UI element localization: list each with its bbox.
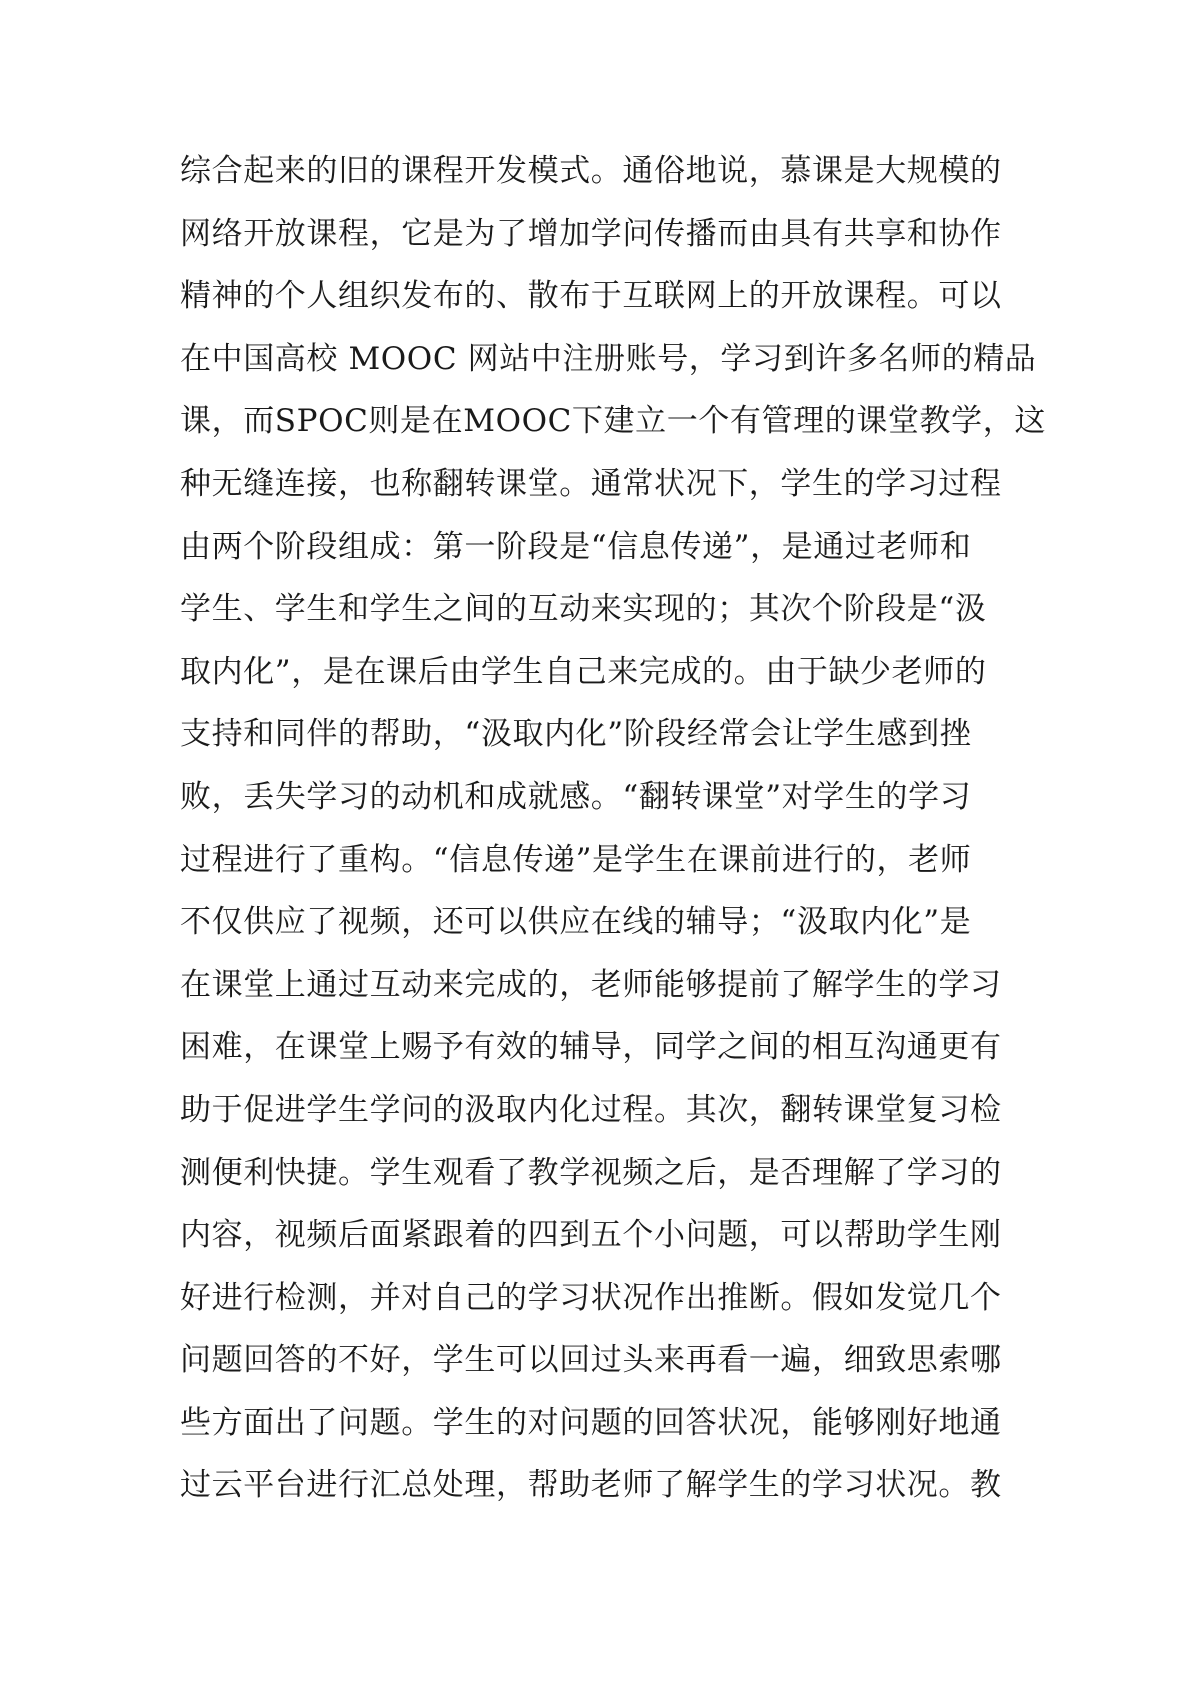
text-line: 在中国高校 MOOC 网站中注册账号，学习到许多名师的精品	[180, 340, 1037, 377]
text-line: 过云平台进行汇总处理，帮助老师了解学生的学习状况。教	[180, 1467, 1002, 1504]
text-line: 困难，在课堂上赐予有效的辅导，同学之间的相互沟通更有	[180, 1029, 1002, 1066]
text-line: 取内化”，是在课后由学生自己来完成的。由于缺少老师的	[180, 653, 987, 690]
text-line: 好进行检测，并对自己的学习状况作出推断。假如发觉几个	[180, 1279, 1002, 1316]
text-line: 测便利快捷。学生观看了教学视频之后，是否理解了学习的	[180, 1154, 1002, 1191]
text-line: 课，而SPOC则是在MOOC下建立一个有管理的课堂教学，这	[180, 403, 1046, 440]
text-line: 种无缝连接，也称翻转课堂。通常状况下，学生的学习过程	[180, 465, 1002, 502]
text-line: 综合起来的旧的课程开发模式。通俗地说，慕课是大规模的	[180, 153, 1002, 189]
text-line: 问题回答的不好，学生可以回过头来再看一遍，细致思索哪	[180, 1342, 1002, 1379]
text-line: 支持和同伴的帮助，“汲取内化”阶段经常会让学生感到挫	[180, 716, 972, 753]
text-line: 网络开放课程，它是为了增加学问传播而由具有共享和协作	[180, 215, 1002, 252]
text-line: 过程进行了重构。“信息传递”是学生在课前进行的，老师	[180, 841, 972, 878]
text-line: 内容，视频后面紧跟着的四到五个小问题，可以帮助学生刚	[180, 1217, 1002, 1254]
text-line: 在课堂上通过互动来完成的，老师能够提前了解学生的学习	[180, 966, 1002, 1003]
body-paragraph	[180, 140, 1046, 1517]
text-line: 学生、学生和学生之间的互动来实现的；其次个阶段是“汲	[180, 591, 987, 628]
text-line: 助于促进学生学问的汲取内化过程。其次，翻转课堂复习检	[180, 1091, 1002, 1128]
text-line: 精神的个人组织发布的、散布于互联网上的开放课程。可以	[180, 278, 1002, 315]
text-line: 由两个阶段组成：第一阶段是“信息传递”，是通过老师和	[180, 528, 972, 565]
text-line: 些方面出了问题。学生的对问题的回答状况，能够刚好地通	[180, 1404, 1002, 1441]
text-line: 败，丢失学习的动机和成就感。“翻转课堂”对学生的学习	[180, 778, 972, 815]
text-line: 不仅供应了视频，还可以供应在线的辅导；“汲取内化”是	[180, 904, 972, 941]
